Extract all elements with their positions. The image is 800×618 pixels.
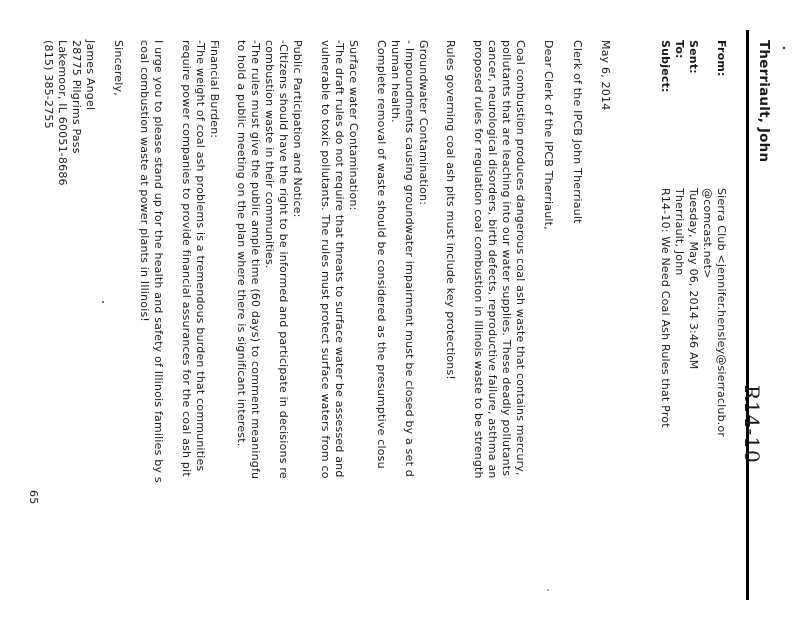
intro-line: pollutants that are leaching into our water supplies. These deadly pollutants [500, 40, 513, 477]
sent-value: Tuesday, May 06, 2014 3:46 AM [687, 188, 700, 370]
intro-line: cancer, neurological disorders, birth defects, reproductive failure, asthma an [486, 40, 499, 479]
docket-stamp: R14-10 [740, 385, 764, 464]
surface-water-heading: Surface water Contamination: [347, 40, 360, 211]
to-label: To: [673, 40, 686, 59]
page-number: 65 [27, 490, 40, 505]
signature-address: 28775 Pilgrims Pass [70, 40, 83, 154]
to-value: Therriault, John [673, 188, 686, 276]
key-protections-line: Rules governing coal ash pits must include key protections! [444, 40, 457, 381]
intro-line: Coal combustion produces dangerous coal ash waste that contains mercury, [514, 40, 527, 476]
closing-line: coal combustion waste at power plants in Illinois! [138, 40, 151, 323]
groundwater-line: - Impoundments causing groundwater impairment must be closed by a set d [403, 40, 416, 477]
groundwater-line: human health. [389, 40, 402, 123]
financial-line: -The weight of coal ash problems is a tremendous burden that communities [194, 40, 207, 472]
financial-line: require power companies to provide financial assurances for the coal ash pit [180, 40, 193, 477]
signature-city: Lakemoor, IL 60051-8686 [56, 40, 69, 186]
from-label: From: [715, 40, 728, 77]
signature-phone: (815) 385-2755 [42, 40, 55, 129]
letter-date: May 6, 2014 [599, 40, 612, 111]
participation-heading: Public Participation and Notice: [291, 40, 304, 218]
participation-line: -The rules must give the public ample time (60 days) to comment meaningfu [249, 40, 262, 480]
signoff: Sincerely, [112, 40, 125, 96]
participation-line: to hold a public meeting on the plan where there is significant interest. [235, 40, 248, 447]
surface-water-line: -The draft rules do not require that threats to surface water be assessed and [333, 40, 346, 478]
groundwater-heading: Groundwater Contamination: [417, 40, 430, 206]
subject-label: Subject: [659, 40, 672, 93]
sender-name: Therriault, John [756, 40, 772, 163]
signature-name: James Angel [84, 40, 97, 111]
groundwater-line: Complete removal of waste should be considered as the presumptive closu [375, 40, 388, 469]
letter-recipient: Clerk of the IPCB John Therriault [571, 40, 584, 224]
from-value: Sierra Club <jennifer.hensley@sierraclub.or [715, 188, 728, 438]
from-value-continued: @comcast.net> [701, 188, 714, 279]
financial-heading: Financial Burden: [208, 40, 221, 139]
participation-line: combustion waste in their communities. [263, 40, 276, 269]
surface-water-line: vulnerable to toxic pollutants. The rules must protect surface waters from co [319, 40, 332, 479]
sent-label: Sent: [687, 40, 700, 74]
subject-value: R14-10: We Need Coal Ash Rules that Prot [659, 188, 672, 428]
closing-line: I urge you to please stand up for the health and safety of Illinois families by s [152, 40, 165, 483]
intro-line: proposed rules for regulation coal combustion in Illinois waste to be strength [472, 40, 485, 479]
letter-salutation: Dear Clerk of the IPCB Therriault, [542, 40, 555, 230]
participation-line: -Citizens should have the right to be informed and participate in decisions re [277, 40, 290, 479]
